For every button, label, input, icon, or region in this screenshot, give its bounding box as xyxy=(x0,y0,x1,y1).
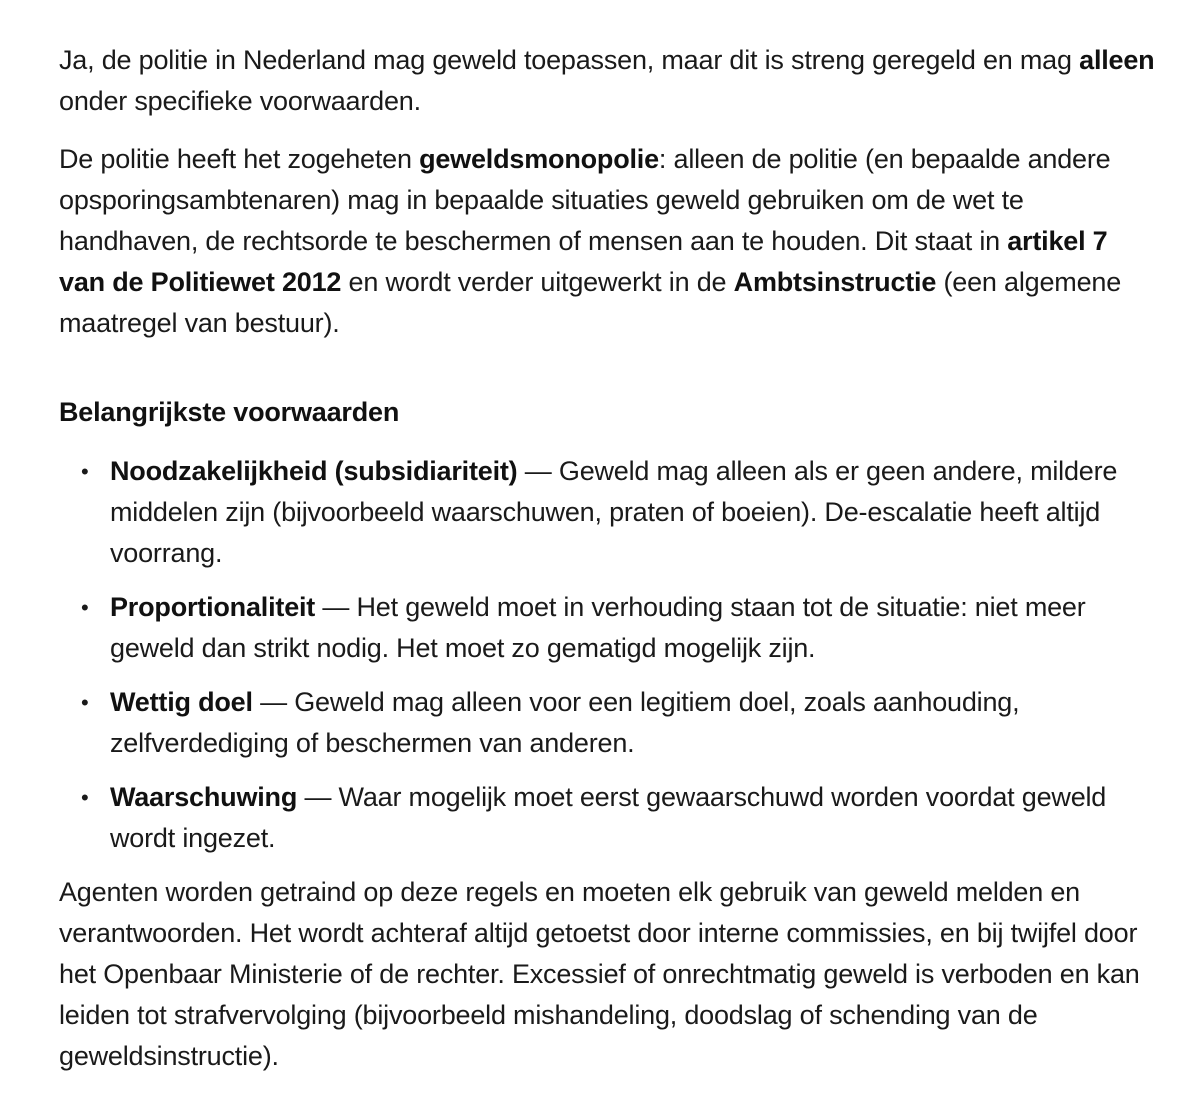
intro-text-2: onder specifieke voorwaarden. xyxy=(59,86,421,116)
list-item-term: Waarschuwing xyxy=(110,782,298,812)
monopoly-text-1: De politie heeft het zogeheten xyxy=(59,144,420,174)
bullet-icon: • xyxy=(81,785,89,810)
intro-paragraph xyxy=(59,40,1160,122)
list-item-term: Noodzakelijkheid (subsidiariteit) xyxy=(110,456,518,486)
monopoly-text-3: en wordt verder uitgewerkt in de xyxy=(341,267,734,297)
bullet-icon: • xyxy=(81,595,89,620)
monopoly-paragraph xyxy=(59,139,1160,344)
list-item xyxy=(59,777,1160,859)
list-item-term: Wettig doel xyxy=(110,687,253,717)
list-item-term: Proportionaliteit xyxy=(110,592,316,622)
list-item xyxy=(59,451,1160,574)
intro-bold-alleen: alleen xyxy=(1079,45,1155,75)
monopoly-text-4: (een algemene maatregel van bestuur). xyxy=(59,267,1122,338)
list-item-text: — Waar mogelijk moet eerst gewaarschuwd worden voordat geweld wordt ingezet. xyxy=(110,782,1107,853)
monopoly-bold-artikel: artikel 7 van de Politiewet 2012 xyxy=(59,226,1108,297)
list-item-text: — Het geweld moet in verhouding staan tot de situatie: niet meer geweld dan strikt nodig. Het moet zo gematigd mogelijk zijn. xyxy=(110,592,1086,663)
list-item xyxy=(59,587,1160,669)
list-item-text: — Geweld mag alleen voor een legitiem doel, zoals aanhouding, zelfverdediging of beschermen van anderen. xyxy=(110,687,1020,758)
monopoly-bold-geweldsmonopolie: geweldsmonopolie xyxy=(419,144,659,174)
monopoly-text-2: : alleen de politie (en bepaalde andere opsporingsambtenaren) mag in bepaalde situaties geweld gebruiken om de wet te handhaven, de rechtsorde te beschermen of mensen aan te houden. Dit staat in xyxy=(59,144,1111,256)
conditions-list xyxy=(59,451,1160,859)
list-item xyxy=(59,682,1160,764)
section-title: Belangrijkste voorwaarden xyxy=(59,397,400,427)
closing-paragraph: Agenten worden getraind op deze regels en moeten elk gebruik van geweld melden en verantwoorden. Het wordt achteraf altijd getoetst door interne commissies, en bij twijfel door het Openbaar Ministerie of de rechter. Excessief of onrechtmatig geweld is verboden en kan leiden tot strafvervolging (bijvoorbeeld mishandeling, doodslag of schending van de geweldsinstructie). xyxy=(59,877,1140,1071)
bullet-icon: • xyxy=(81,459,89,484)
list-item-text: — Geweld mag alleen als er geen andere, mildere middelen zijn (bijvoorbeeld waarschuwen, praten of boeien). De-escalatie heeft altijd voorrang. xyxy=(110,456,1118,568)
bullet-icon: • xyxy=(81,690,89,715)
intro-text-1: Ja, de politie in Nederland mag geweld toepassen, maar dit is streng geregeld en mag xyxy=(59,45,1080,75)
monopoly-bold-ambtsinstructie: Ambtsinstructie xyxy=(733,267,937,297)
